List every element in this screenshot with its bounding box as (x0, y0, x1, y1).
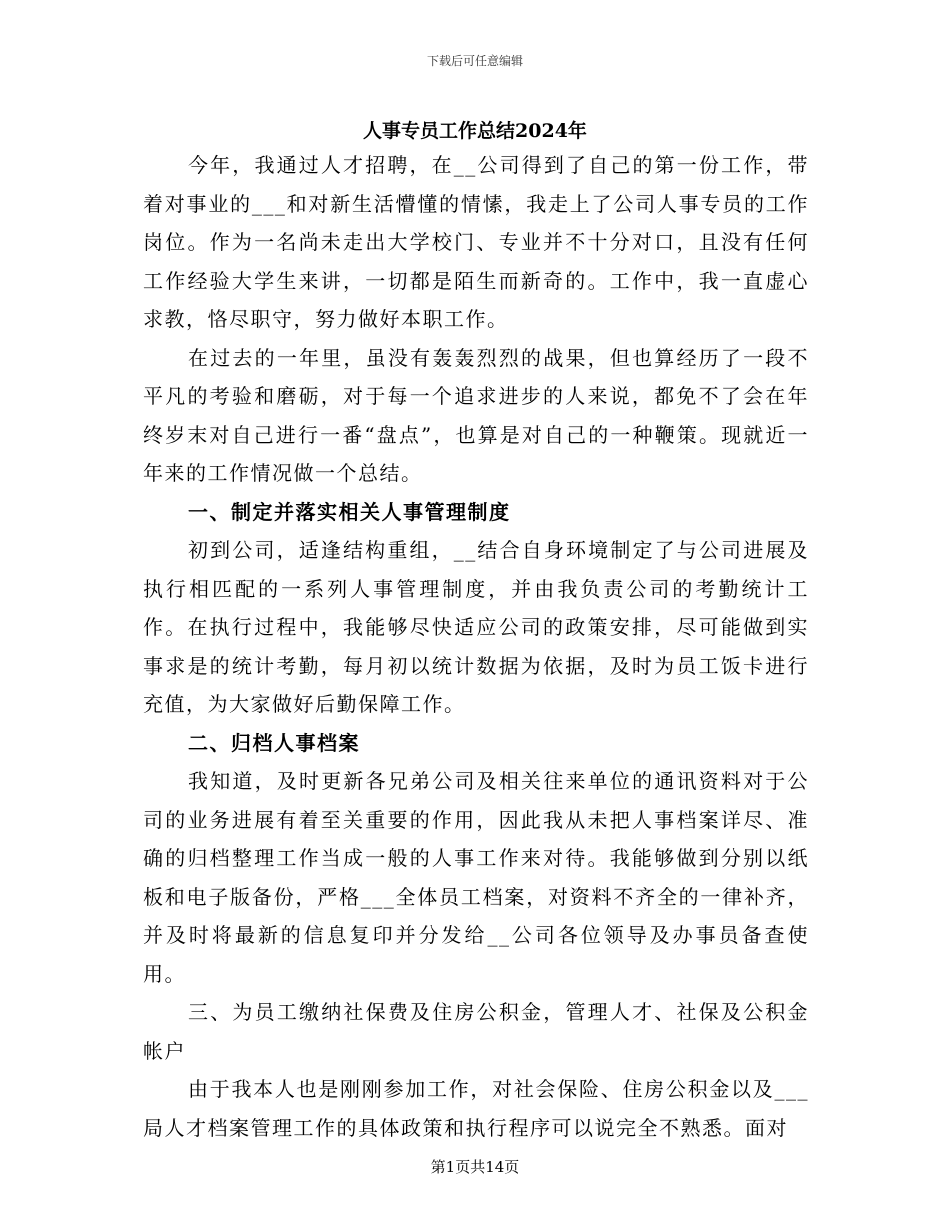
section-3-heading: 三、为员工缴纳社保费及住房公积金，管理人才、社保及公积金帐户 (143, 1000, 809, 1063)
section-1-paragraph: 初到公司，适逢结构重组，__结合自身环境制定了与公司进展及执行相匹配的一系列人事管理制度，并由我负责公司的考勤统计工作。在执行过程中，我能够尽快适应公司的政策安排，尽可能做到实事求是的统计考勤，每月初以统计数据为依据，及时为员工饭卡进行充值，为大家做好后勤保障工作。 (143, 538, 809, 716)
document-body (143, 146, 809, 1147)
section-2-paragraph: 我知道，及时更新各兄弟公司及相关往来单位的通讯资料对于公司的业务进展有着至关重要的作用，因此我从未把人事档案详尽、准确的归档整理工作当成一般的人事工作来对待。我能够做到分别以纸板和电子版备份，严格___全体员工档案，对资料不齐全的一律补齐，并及时将最新的信息复印并分发给__公司各位领导及办事员备查使用。 (143, 769, 809, 986)
section-2-heading: 二、归档人事档案 (188, 730, 360, 755)
document-title: 人事专员工作总结2024年 (363, 120, 587, 142)
section-1-heading: 一、制定并落实相关人事管理制度 (188, 499, 511, 524)
page-number: 第1页共14页 (430, 1158, 520, 1176)
page-header-note: 下载后可任意编辑 (426, 54, 523, 68)
intro-paragraph-1: 今年，我通过人才招聘，在__公司得到了自己的第一份工作，带着对事业的___和对新生活懵懂的情愫，我走上了公司人事专员的工作岗位。作为一名尚未走出大学校门、专业并不十分对口，且没有任何工作经验大学生来讲，一切都是陌生而新奇的。工作中，我一直虚心求教，恪尽职守，努力做好本职工作。 (143, 153, 809, 331)
section-3-paragraph: 由于我本人也是刚刚参加工作，对社会保险、住房公积金以及___局人才档案管理工作的具体政策和执行程序可以说完全不熟悉。面对 (143, 1077, 809, 1140)
intro-paragraph-2: 在过去的一年里，虽没有轰轰烈烈的战果，但也算经历了一段不平凡的考验和磨砺，对于每一个追求进步的人来说，都免不了会在年终岁末对自己进行一番“盘点”，也算是对自己的一种鞭策。现就近一年来的工作情况做一个总结。 (143, 345, 809, 485)
